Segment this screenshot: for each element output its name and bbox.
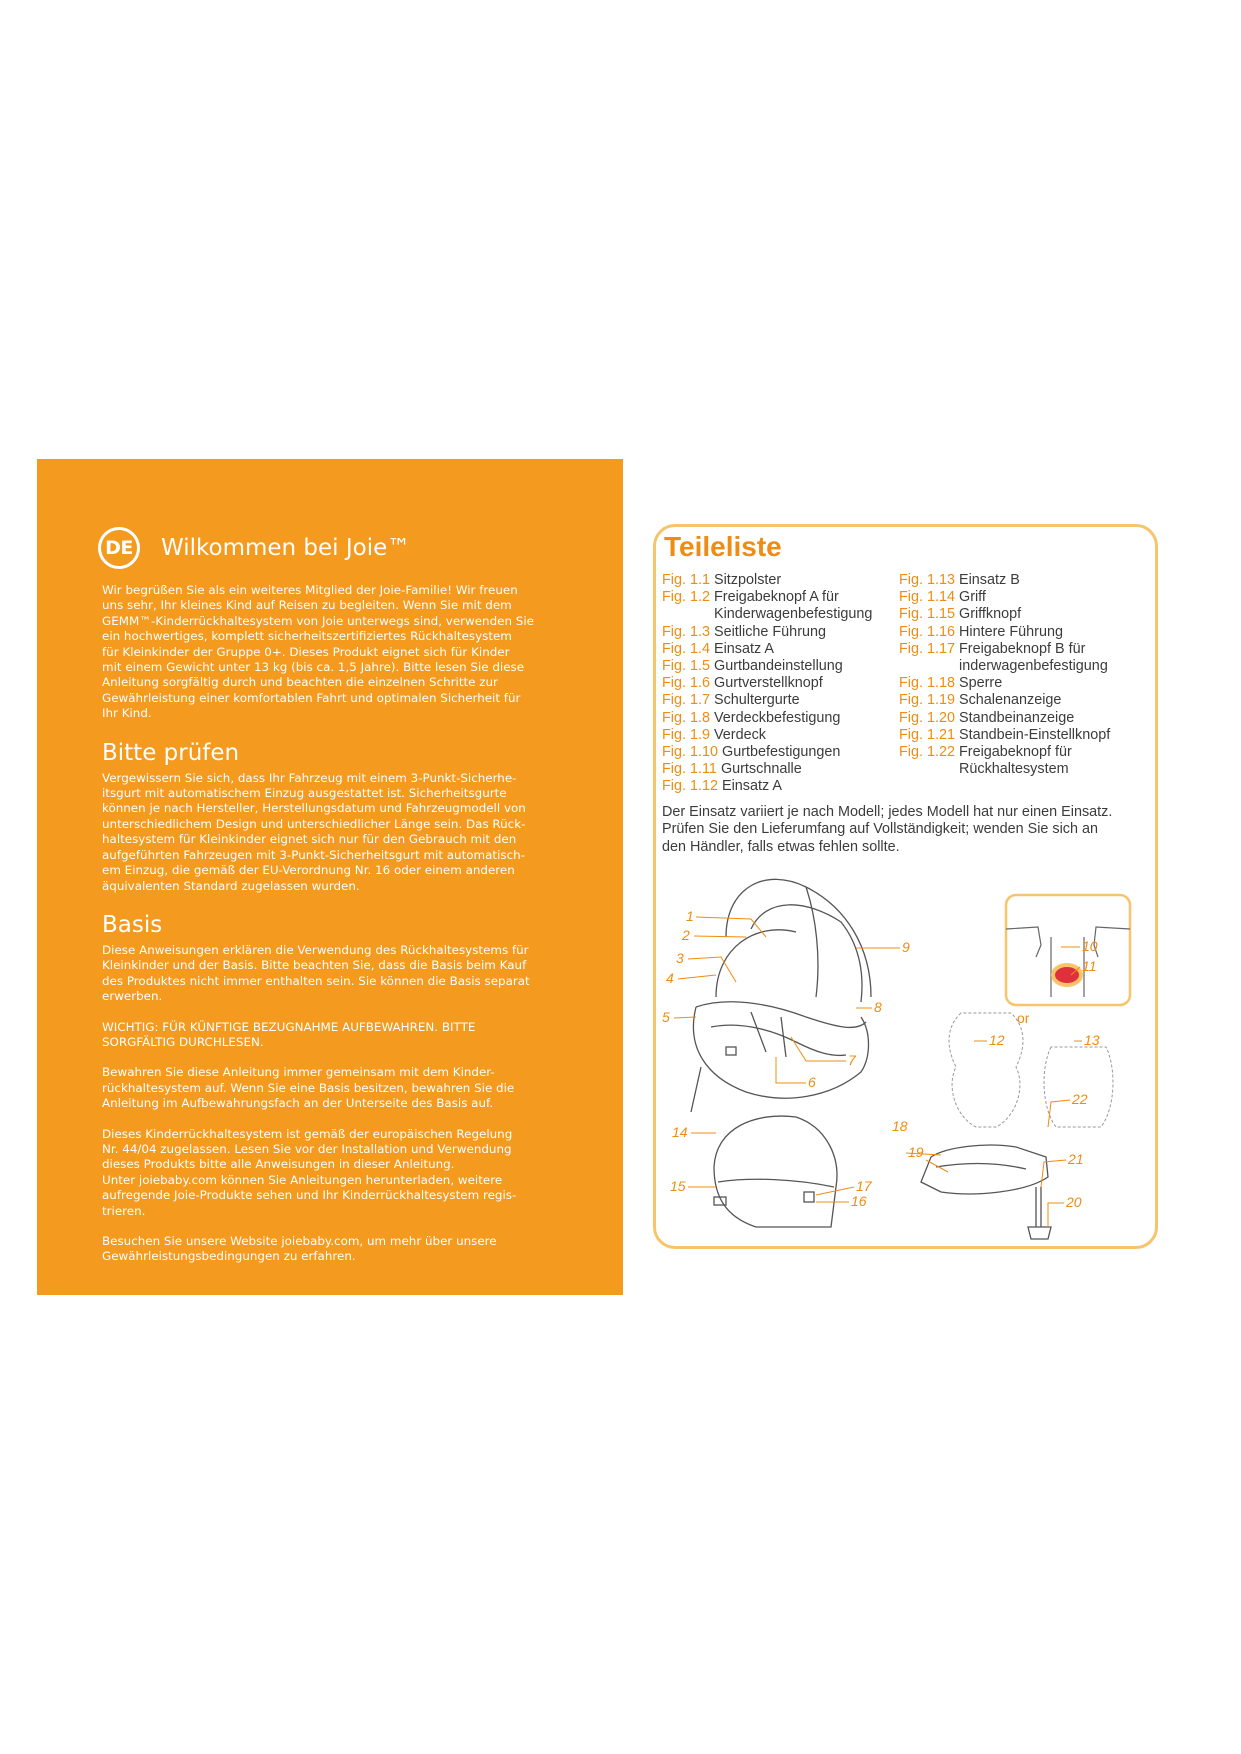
fig-number: Fig. 1.4 <box>662 640 710 657</box>
callout-label: 4 <box>666 970 674 986</box>
part-label: Einsatz A <box>714 640 774 657</box>
carrier-back-illustration <box>714 1116 837 1227</box>
parts-note: Der Einsatz variiert je nach Modell; jedes Modell hat nur einen Einsatz. Prüfen Sie den Lieferumfang auf Vollständigkeit; wenden Sie sich an den Händler, falls etwas fehlen sollte. <box>662 804 1113 855</box>
or-label: or <box>1017 1010 1030 1026</box>
callout-label: 6 <box>808 1074 816 1090</box>
fig-number: Fig. 1.3 <box>662 623 710 640</box>
callout-label: 21 <box>1068 1151 1084 1167</box>
part-label: Gurtverstellknopf <box>714 675 823 692</box>
fig-number: Fig. 1.17 <box>899 640 955 657</box>
part-label: Freigabeknopf A für Kinderwagenbefestigung <box>714 589 873 623</box>
part-label: Verdeckbefestigung <box>714 709 841 726</box>
part-label: Sitzpolster <box>714 572 782 588</box>
intro-panel <box>37 459 623 1295</box>
fig-number: Fig. 1.18 <box>899 675 955 692</box>
check-heading: Bitte prüfen <box>102 739 240 766</box>
part-label: Schultergurte <box>714 692 800 709</box>
fig-number: Fig. 1.9 <box>662 726 710 743</box>
basis-heading: Basis <box>102 911 163 938</box>
callout-label: 17 <box>856 1178 872 1194</box>
part-label: Gurtbandeinstellung <box>714 658 843 675</box>
part-label: Gurtschnalle <box>720 761 802 778</box>
fig-number: Fig. 1.6 <box>662 675 710 692</box>
callout-label: 3 <box>676 950 684 966</box>
part-label: Sperre <box>959 675 1003 692</box>
callout-label: 19 <box>908 1144 924 1160</box>
part-label: Schalenanzeige <box>959 692 1062 709</box>
callout-label: 13 <box>1084 1032 1100 1048</box>
fig-number: Fig. 1.20 <box>899 709 955 726</box>
callout-label: 5 <box>662 1009 670 1025</box>
welcome-header <box>102 527 583 569</box>
language-badge: DE <box>98 527 140 569</box>
fig-number: Fig. 1.16 <box>899 623 955 640</box>
part-label: Griffknopf <box>959 606 1022 623</box>
fig-number: Fig. 1.8 <box>662 709 710 726</box>
warning-paragraph: WICHTIG: FÜR KÜNFTIGE BEZUGNAHME AUFBEWAHREN. BITTE SORGFÄLTIG DURCHLESEN. <box>102 1019 476 1049</box>
website-paragraph: Besuchen Sie unsere Website joiebaby.com, um mehr über unsere Gewährleistungsbedingungen zu erfahren. <box>102 1234 497 1264</box>
intro-paragraph: Wir begrüßen Sie als ein weiteres Mitglied der Joie-Familie! Wir freuen uns sehr, Ihr kleines Kind auf Reisen zu begleiten. Wenn Sie mit dem GEMM™-Kinderrückhaltesystem von Joie unterwegs sind, verwenden Sie ein hochwertiges, komplett sicherheitszertifiziertes Rückhaltesystem für Kleinkinder der Gruppe 0+. Dieses Produkt eignet sich für Kinder mit einem Gewicht unter 13 kg (bis ca. 1,5 Jahre). Bitte lesen Sie diese Anleitung sorgfältig durch und beachten die einzelnen Schritte zur Gewährleistung einer komfortablen Fahrt und optimalen Sicherheit für Ihr Kind. <box>102 583 534 721</box>
release-button-detail <box>1006 895 1130 1005</box>
fig-number: Fig. 1.19 <box>899 692 955 709</box>
callout-label: 22 <box>1072 1091 1088 1107</box>
fig-number: Fig. 1.1 <box>662 572 710 588</box>
callout-label: 10 <box>1082 938 1098 954</box>
callout-label: 1 <box>686 908 694 924</box>
keep-paragraph: Bewahren Sie diese Anleitung immer gemeinsam mit dem Kinder- rückhaltesystem auf. Wenn Sie eine Basis besitzen, bewahren Sie die Anleitung im Aufbewahrungsfach an der Unterseite des Basis auf. <box>102 1065 515 1111</box>
callout-label: 14 <box>672 1124 688 1140</box>
base-illustration <box>921 1145 1051 1239</box>
fig-number: Fig. 1.5 <box>662 658 710 675</box>
callout-label: 20 <box>1066 1194 1082 1210</box>
regulation-paragraph: Dieses Kinderrückhaltesystem ist gemäß der europäischen Regelung Nr. 44/04 zugelassen. Lesen Sie vor der Installation und Verwendung dieses Produkts bitte alle Anweisungen in dieser Anleitung. Unter joiebaby.com können Sie Anleitungen herunterladen, weitere aufregende Joie-Produkte sehen und Ihr Kinderrückhaltesystem regis- trieren. <box>102 1126 517 1218</box>
part-label: Freigabeknopf B für inderwagenbefestigung <box>959 640 1108 675</box>
callout-label: 7 <box>848 1052 856 1068</box>
fig-number: Fig. 1.14 <box>899 589 955 606</box>
part-label: Freigabeknopf für Rückhaltesystem <box>959 744 1072 778</box>
callout-label: 8 <box>874 999 882 1015</box>
parts-list-box <box>653 524 1158 1249</box>
part-label: Griff <box>959 589 986 606</box>
part-label: Seitliche Führung <box>714 623 826 640</box>
insert-illustrations <box>949 1013 1113 1127</box>
callout-label: 16 <box>851 1193 867 1209</box>
fig-number: Fig. 1.7 <box>662 692 710 709</box>
parts-title: Teileliste <box>664 531 782 562</box>
part-label: Einsatz B <box>959 572 1020 588</box>
fig-number: Fig. 1.2 <box>662 589 710 606</box>
check-paragraph: Vergewissern Sie sich, dass Ihr Fahrzeug mit einem 3-Punkt-Sicherhe- itsgurt mit automatischem Einzug ausgestattet ist. Sicherheitsgurte können je nach Hersteller, Herstellungsdatum und Fahrzeugmodell von unterschiedlichem Design und unterschiedlicher Länge sein. Das Rück- haltesystem für Kleinkinder eignet sich nur für den Gebrauch mit den aufgeführten Fahrzeugen mit 3-Punkt-Sicherheitsgurt mit automatisch- em Einzug, die gemäß der EU-Verordnung Nr. 16 oder einem anderen äquivalenten Standard zugelassen wurden. <box>102 770 526 893</box>
callout-label: 15 <box>670 1178 686 1194</box>
fig-number: Fig. 1.21 <box>899 726 955 743</box>
part-label: Standbeinanzeige <box>959 709 1075 726</box>
fig-number: Fig. 1.13 <box>899 572 955 588</box>
part-label: Einsatz A <box>722 778 782 795</box>
part-label: Gurtbefestigungen <box>722 744 841 761</box>
callout-label: 18 <box>892 1118 908 1134</box>
basis-paragraph: Diese Anweisungen erklären die Verwendung des Rückhaltesystems für Kleinkinder und der Basis. Bitte beachten Sie, dass die Basis beim Kauf des Produktes nicht immer enthalten sein. Sie können die Basis separat erwerben. <box>102 942 530 1004</box>
callout-label: 2 <box>682 927 690 943</box>
fig-number: Fig. 1.15 <box>899 606 955 623</box>
car-seat-illustration <box>691 879 871 1112</box>
part-label: Verdeck <box>714 726 766 743</box>
welcome-title: Wilkommen bei Joie™ <box>161 535 411 561</box>
fig-number: Fig. 1.11 <box>662 761 717 778</box>
fig-number: Fig. 1.12 <box>662 778 718 795</box>
part-label: Hintere Führung <box>959 623 1063 640</box>
fig-number: Fig. 1.22 <box>899 744 955 761</box>
part-label: Standbein-Einstellknopf <box>959 726 1111 743</box>
callout-label: 11 <box>1082 958 1097 974</box>
fig-number: Fig. 1.10 <box>662 744 718 761</box>
product-diagram <box>656 527 1155 1246</box>
callout-label: 12 <box>989 1032 1005 1048</box>
callout-label: 9 <box>902 939 910 955</box>
